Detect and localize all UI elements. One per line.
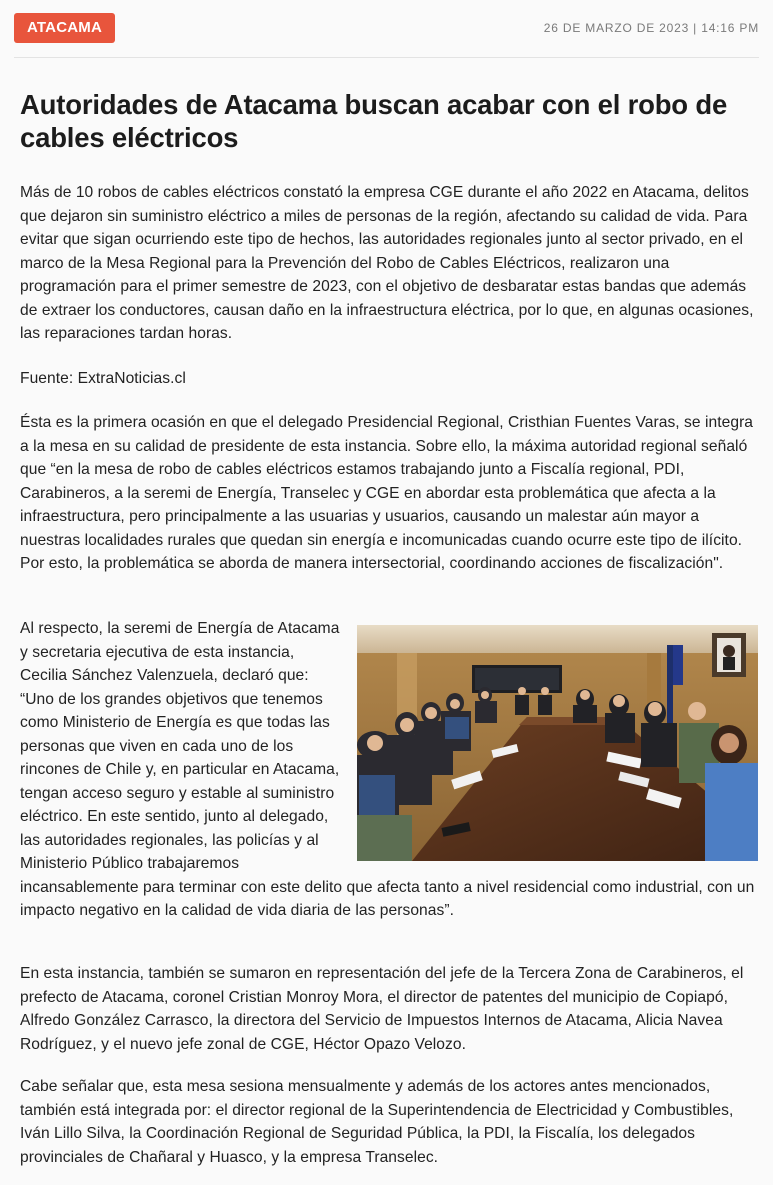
article-paragraph-5: Cabe señalar que, esta mesa sesiona mensualmente y además de los actores antes mencionados, también está integrada por: el director regional de la Superintendencia de Electricidad y Combustibles, Iván Lillo Silva, la Coordinación Regional de Seguridad Pública, la PDI, la Fiscalía, los delegados provinciales de Chañaral y Huasco, y la empresa Transelec. — [20, 1078, 734, 1166]
article-source-line: Fuente: ExtraNoticias.cl — [20, 370, 186, 387]
article-paragraph-3-text: Al respecto, la seremi de Energía de Atacama y secretaria ejecutiva de esta instancia, Cecilia Sánchez Valenzuela, declaró que: “Uno de los grandes objetivos que tenemos como Ministerio de Energía es que todas las personas que viven en cada uno de los rincones de Chile y, en particular en Atacama, tengan acceso seguro y estable al suministro eléctrico. En este sentido, junto al delegado, las autoridades regionales, las policías y al Ministerio Público trabajaremos incansablemente para terminar con este delito que afecta tanto a nivel residencial como industrial, con un impacto negativo en la calidad de vida diaria de las personas”. — [20, 620, 755, 919]
publish-dateline: 26 DE MARZO DE 2023 | 14:16 PM — [543, 21, 759, 35]
article-paragraph-4: En esta instancia, también se sumaron en representación del jefe de la Tercera Zona de Carabineros, el prefecto de Atacama, coronel Cristian Monroy Mora, el director de patentes del municipio de Copiapó, Alfredo González Carrasco, la directora del Servicio de Impuestos Internos de Atacama, Alicia Navea Rodríguez, y el nuevo jefe zonal de CGE, Héctor Opazo Velozo. — [20, 965, 744, 1053]
article-title: Autoridades de Atacama buscan acabar con el robo de cables eléctricos — [20, 89, 728, 153]
article-paragraph-2: Ésta es la primera ocasión en que el delegado Presidencial Regional, Cristhian Fuentes Varas, se integra a la mesa en su calidad de presidente de esta instancia. Sobre ello, la máxima autoridad regional señaló que “en la mesa de robo de cables eléctricos estamos trabajando junto a Fiscalía regional, PDI, Carabineros, a la seremi de Energía, Transelec y CGE en abordar esta problemática que afecta a la infraestructura, pero principalmente a las usuarias y usuarios, causando un malestar aún mayor a nuestras localidades rurales que quedan sin energía e incomunicadas cuando ocurre este tipo de ilícito. Por esto, la problemática se aborda de manera intersectorial, coordinando acciones de fiscalización". — [20, 414, 754, 572]
meeting-photo — [357, 625, 758, 861]
article-paragraph-1: Más de 10 robos de cables eléctricos constató la empresa CGE durante el año 2022 en Atacama, delitos que dejaron sin suministro eléctrico a miles de personas de la región, afectando su calidad de vida. Para evitar que sigan ocurriendo este tipo de hechos, las autoridades regionales junto al sector privado, en el marco de la Mesa Regional para la Prevención del Robo de Cables Eléctricos, realizaron una programación para el primer semestre de 2023, con el objetivo de desbaratar estas bandas que además de extraer los conductores, causan daño en la infraestructura eléctrica, por lo que, en algunas ocasiones, las reparaciones tardan horas. — [20, 184, 754, 342]
article-header-bar — [14, 13, 759, 58]
article-paragraph-3-with-photo — [20, 617, 758, 923]
section-tag[interactable]: ATACAMA — [14, 13, 115, 43]
